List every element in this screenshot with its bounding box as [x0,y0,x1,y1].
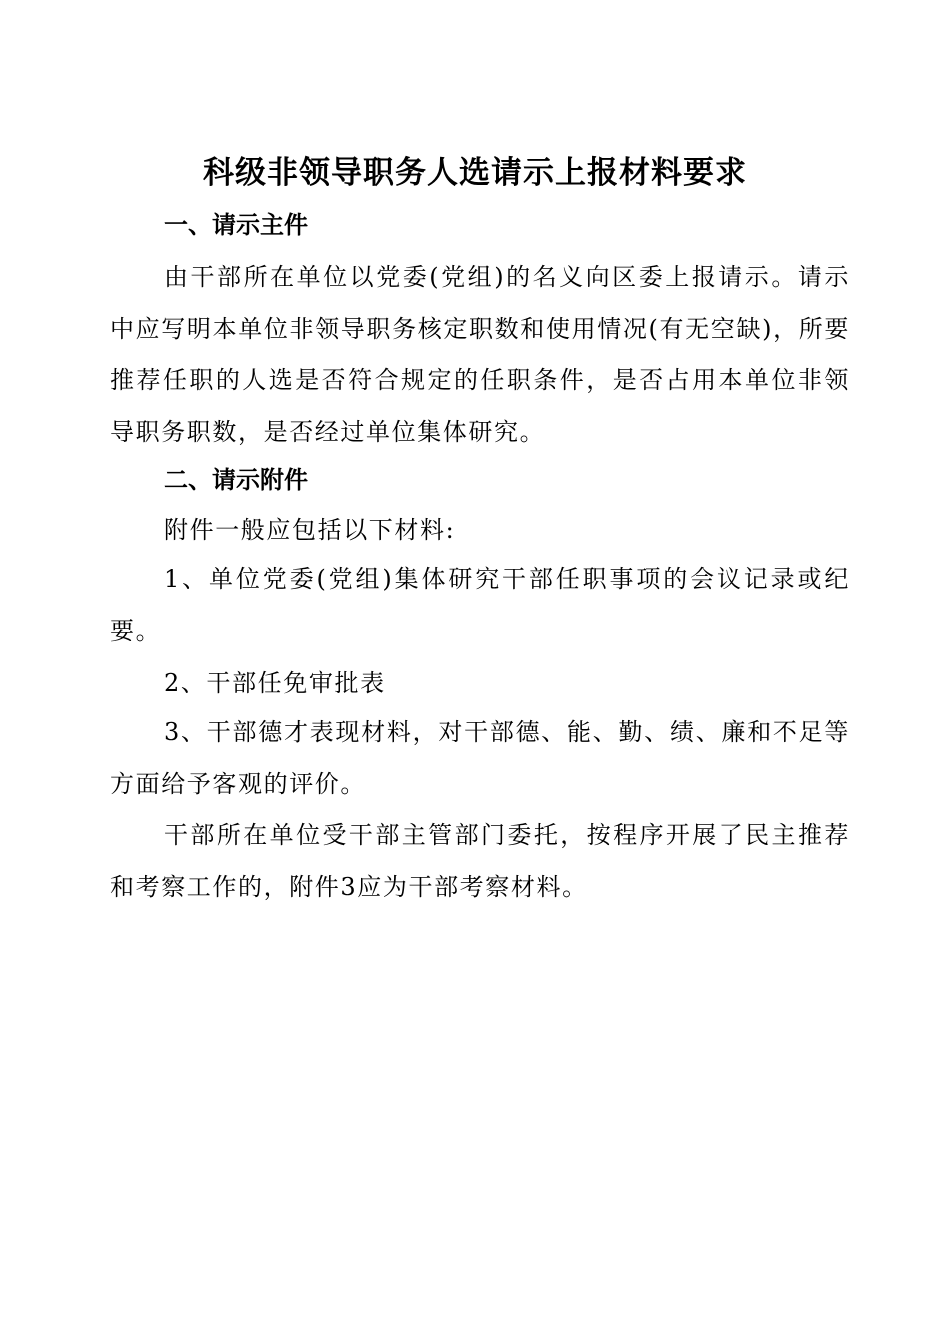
section-heading-main-request: 一、请示主件 [164,210,308,239]
closing-paragraph: 干部所在单位受干部主管部门委托，按程序开展了民主推荐和考察工作的，附件3应为干部考察材料。 [110,821,850,901]
paragraph-main-request: 由干部所在单位以党委(党组)的名义向区委上报请示。请示中应写明本单位非领导职务核定职数和使用情况(有无空缺)，所要推荐任职的人选是否符合规定的任职条件，是否占用本单位非领导职务职数，是否经过单位集体研究。 [110,263,850,446]
attachment-item-1: 1、单位党委(党组)集体研究干部任职事项的会议记录或纪要。 [110,565,850,645]
document-title: 科级非领导职务人选请示上报材料要求 [203,155,747,191]
attachments-intro: 附件一般应包括以下材料: [164,516,456,544]
attachment-item-3: 3、干部德才表现材料，对干部德、能、勤、绩、廉和不足等方面给予客观的评价。 [110,718,850,798]
attachment-item-2: 2、干部任免审批表 [164,669,386,697]
section-heading-attachments: 二、请示附件 [164,465,308,494]
